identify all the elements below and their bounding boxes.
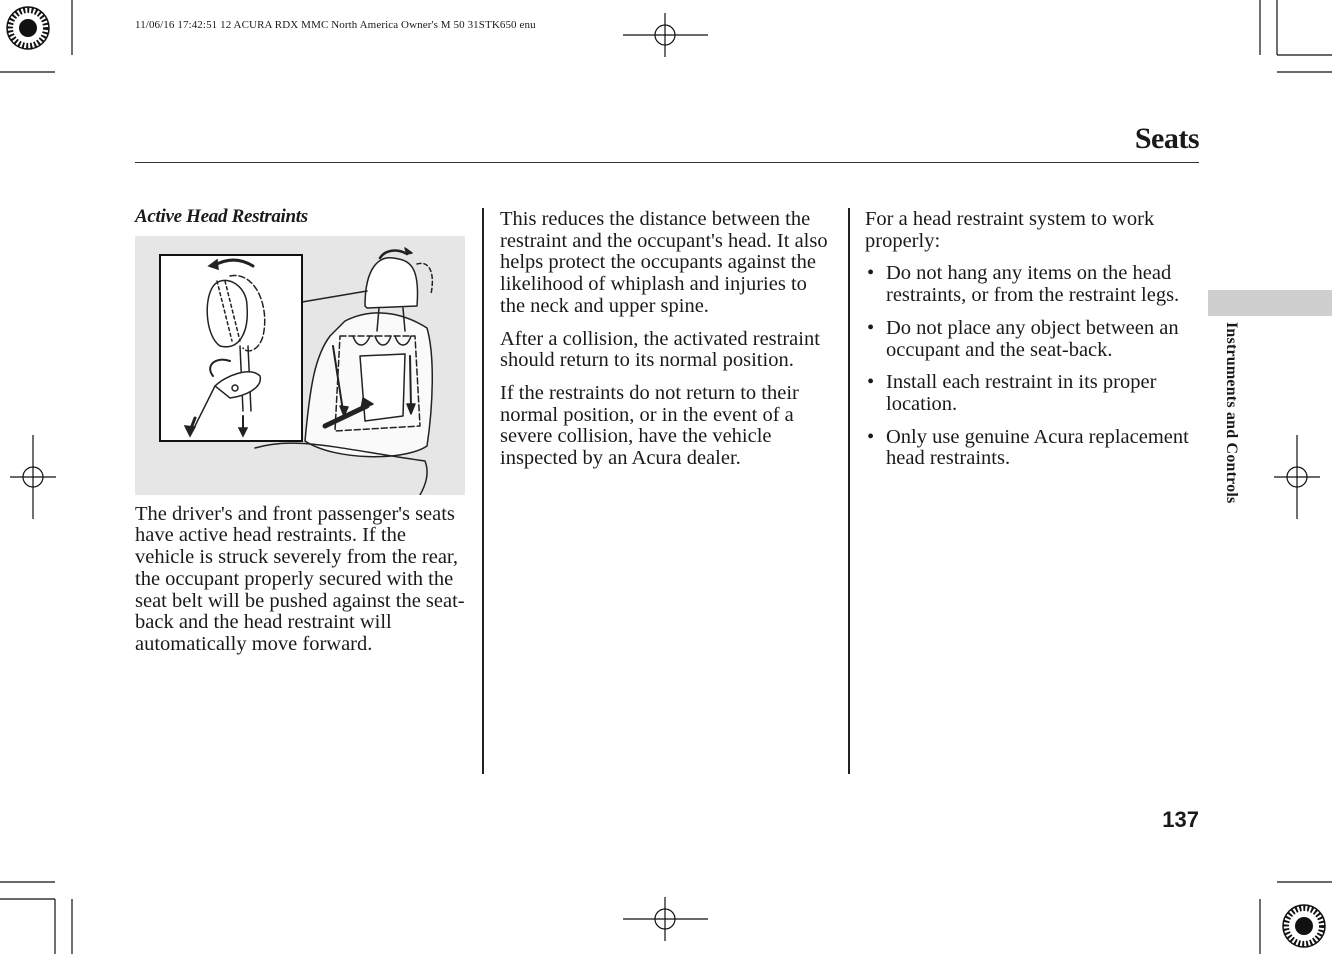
section-tab xyxy=(1208,290,1332,316)
paragraph: After a collision, the activated restraint should return to its normal position. xyxy=(500,327,820,372)
column-2 xyxy=(500,209,835,481)
title-divider xyxy=(135,162,1199,163)
list-item: • Only use genuine Acura replacement head restraints. xyxy=(865,427,1201,470)
print-info: 11/06/16 17:42:51 12 ACURA RDX MMC North America Owner's M 50 31STK650 enu xyxy=(135,19,536,31)
paragraph: For a head restraint system to work properly: xyxy=(865,208,1155,252)
page-title: Seats xyxy=(1134,122,1199,155)
paragraph: This reduces the distance between the restraint and the occupant's head. It also helps protect the occupants against the likelihood of whiplash and injuries to the neck and upper spine. xyxy=(500,208,828,317)
seat-diagram xyxy=(135,236,465,495)
bullet-list xyxy=(865,263,1201,470)
column-1 xyxy=(135,206,468,667)
column-3 xyxy=(865,209,1201,481)
section-heading: Active Head Restraints xyxy=(135,206,308,227)
head-restraint-illustration xyxy=(135,236,465,495)
column-divider xyxy=(482,208,484,774)
section-side-label: Instruments and Controls xyxy=(1223,322,1240,504)
list-item: • Do not place any object between an occupant and the seat-back. xyxy=(865,318,1201,361)
paragraph: If the restraints do not return to their normal position, or in the event of a severe collision, have the vehicle inspected by an Acura dealer. xyxy=(500,381,799,470)
column-divider xyxy=(848,208,850,774)
page-number: 137 xyxy=(1162,807,1199,832)
list-item: • Do not hang any items on the head restraints, or from the restraint legs. xyxy=(865,263,1201,306)
intro-paragraph: The driver's and front passenger's seats have active head restraints. If the vehicle is struck severely from the rear, the occupant properly secured with the seat belt will be pushed against the seat-back and the head restraint will automatically move forward. xyxy=(135,502,465,655)
list-item: • Install each restraint in its proper location. xyxy=(865,372,1201,415)
